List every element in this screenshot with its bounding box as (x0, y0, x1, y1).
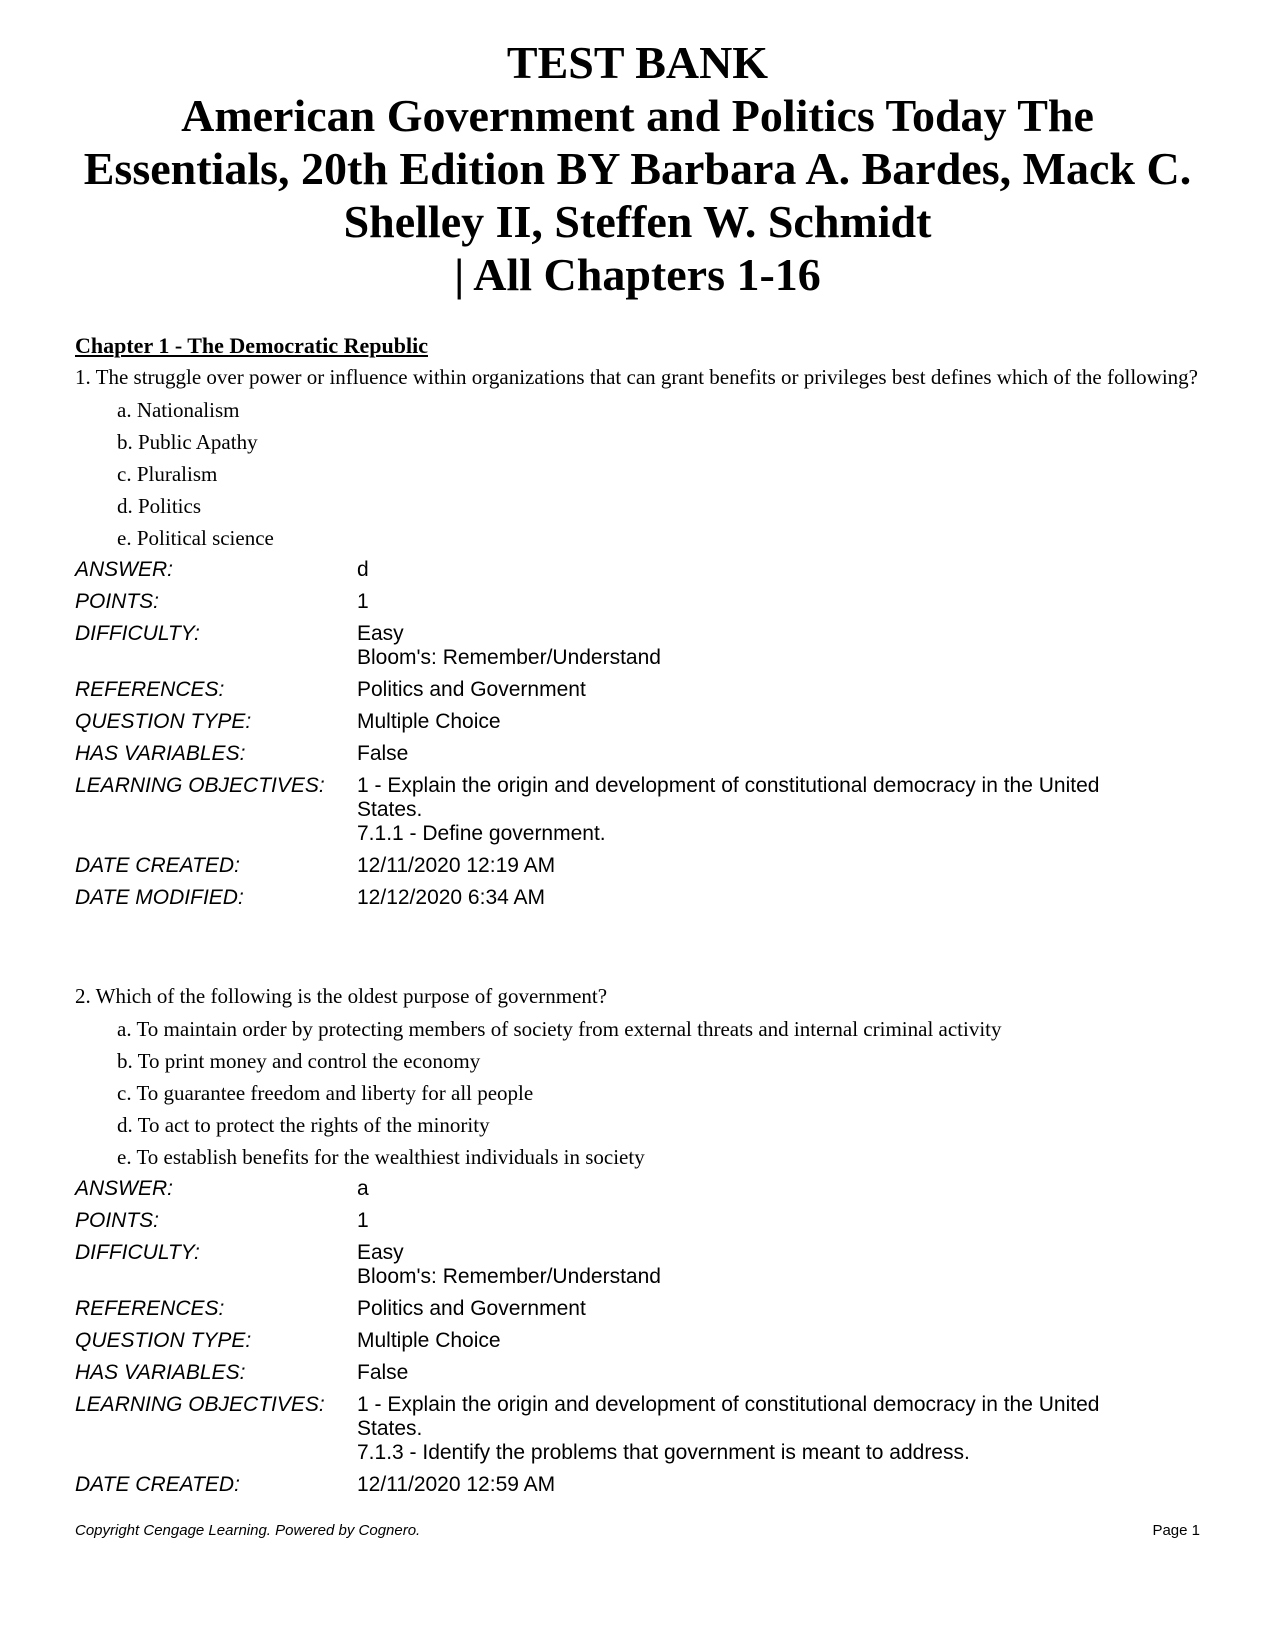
choice-e: e. To establish benefits for the wealthiest individuals in society (117, 1145, 645, 1169)
question-stem: 1. The struggle over power or influence within organizations that can grant benefits or privileges best defines which of the following? (75, 365, 1198, 389)
title-line: Shelley II, Steffen W. Schmidt (343, 196, 932, 247)
choice-b: b. To print money and control the economy (117, 1049, 481, 1073)
learning-objective-line: 7.1.1 - Define government. (357, 822, 606, 845)
difficulty-level: Easy (357, 622, 404, 645)
date-created-label: DATE CREATED: (75, 854, 240, 877)
references-value: Politics and Government (357, 1297, 586, 1320)
date-created-row (75, 850, 1205, 882)
answer-value: d (357, 558, 369, 581)
learning-objective-line: States. (357, 798, 423, 821)
page-number: Page 1 (1152, 1522, 1200, 1539)
date-modified-row (75, 882, 1205, 914)
document-title (40, 36, 1235, 301)
answer-row (75, 554, 1205, 586)
answer-choices (75, 394, 1205, 554)
references-value: Politics and Government (357, 678, 586, 701)
points-label: POINTS: (75, 1209, 160, 1232)
references-row (75, 674, 1205, 706)
title-line: TEST BANK (506, 37, 769, 88)
learning-objective-line: 1 - Explain the origin and development of constitutional democracy in the United (357, 1393, 1100, 1416)
difficulty-bloom: Bloom's: Remember/Understand (357, 1265, 661, 1288)
footer-copyright: Copyright Cengage Learning. Powered by Cognero. (75, 1522, 421, 1539)
learning-objectives-value (357, 1393, 1205, 1465)
has-variables-row (75, 1357, 1205, 1389)
difficulty-level: Easy (357, 1241, 404, 1264)
question-type-row (75, 1325, 1205, 1357)
answer-label: ANSWER: (75, 1177, 174, 1200)
page-footer (75, 1522, 1200, 1539)
title-line: | All Chapters 1-16 (454, 249, 821, 300)
choice-a: a. Nationalism (117, 398, 240, 422)
answer-choices (75, 1013, 1205, 1173)
choice-c: c. Pluralism (117, 462, 218, 486)
question-1 (75, 365, 1205, 914)
difficulty-bloom: Bloom's: Remember/Understand (357, 646, 661, 669)
choice-b: b. Public Apathy (117, 430, 258, 454)
question-metadata (75, 1173, 1205, 1501)
question-2 (75, 984, 1205, 1501)
question-type-value: Multiple Choice (357, 710, 501, 733)
date-created-value: 12/11/2020 12:19 AM (357, 854, 556, 877)
question-type-value: Multiple Choice (357, 1329, 501, 1352)
choice-d: d. Politics (117, 494, 202, 518)
answer-label: ANSWER: (75, 558, 174, 581)
has-variables-row (75, 738, 1205, 770)
choice-d: d. To act to protect the rights of the minority (117, 1113, 490, 1137)
date-modified-value: 12/12/2020 6:34 AM (357, 886, 545, 909)
question-type-label: QUESTION TYPE: (75, 710, 252, 733)
learning-objectives-value (357, 774, 1205, 846)
points-row (75, 1205, 1205, 1237)
references-label: REFERENCES: (75, 1297, 225, 1320)
question-metadata (75, 554, 1205, 914)
answer-value: a (357, 1177, 369, 1200)
has-variables-label: HAS VARIABLES: (75, 742, 246, 765)
has-variables-value: False (357, 1361, 409, 1384)
date-created-label: DATE CREATED: (75, 1473, 240, 1496)
difficulty-value (357, 622, 1205, 670)
learning-objective-line: States. (357, 1417, 423, 1440)
references-row (75, 1293, 1205, 1325)
question-type-label: QUESTION TYPE: (75, 1329, 252, 1352)
points-value: 1 (357, 590, 369, 613)
points-row (75, 586, 1205, 618)
learning-objective-line: 1 - Explain the origin and development of constitutional democracy in the United (357, 774, 1100, 797)
date-created-row (75, 1469, 1205, 1501)
difficulty-label: DIFFICULTY: (75, 1241, 200, 1264)
learning-objectives-label: LEARNING OBJECTIVES: (75, 1393, 325, 1416)
answer-row (75, 1173, 1205, 1205)
question-stem: 2. Which of the following is the oldest purpose of government? (75, 984, 608, 1008)
difficulty-label: DIFFICULTY: (75, 622, 200, 645)
references-label: REFERENCES: (75, 678, 225, 701)
learning-objectives-row (75, 770, 1205, 850)
has-variables-label: HAS VARIABLES: (75, 1361, 246, 1384)
has-variables-value: False (357, 742, 409, 765)
difficulty-value (357, 1241, 1205, 1289)
difficulty-row (75, 618, 1205, 674)
points-label: POINTS: (75, 590, 160, 613)
date-created-value: 12/11/2020 12:59 AM (357, 1473, 556, 1496)
choice-a: a. To maintain order by protecting members of society from external threats and internal criminal activity (117, 1017, 1002, 1041)
learning-objectives-label: LEARNING OBJECTIVES: (75, 774, 325, 797)
learning-objectives-row (75, 1389, 1205, 1469)
points-value: 1 (357, 1209, 369, 1232)
learning-objective-line: 7.1.3 - Identify the problems that government is meant to address. (357, 1441, 970, 1464)
chapter-heading: Chapter 1 - The Democratic Republic (75, 333, 428, 358)
question-type-row (75, 706, 1205, 738)
date-modified-label: DATE MODIFIED: (75, 886, 244, 909)
title-line: Essentials, 20th Edition BY Barbara A. Bardes, Mack C. (83, 143, 1192, 194)
title-line: American Government and Politics Today The (181, 90, 1094, 141)
difficulty-row (75, 1237, 1205, 1293)
choice-e: e. Political science (117, 526, 274, 550)
choice-c: c. To guarantee freedom and liberty for all people (117, 1081, 534, 1105)
